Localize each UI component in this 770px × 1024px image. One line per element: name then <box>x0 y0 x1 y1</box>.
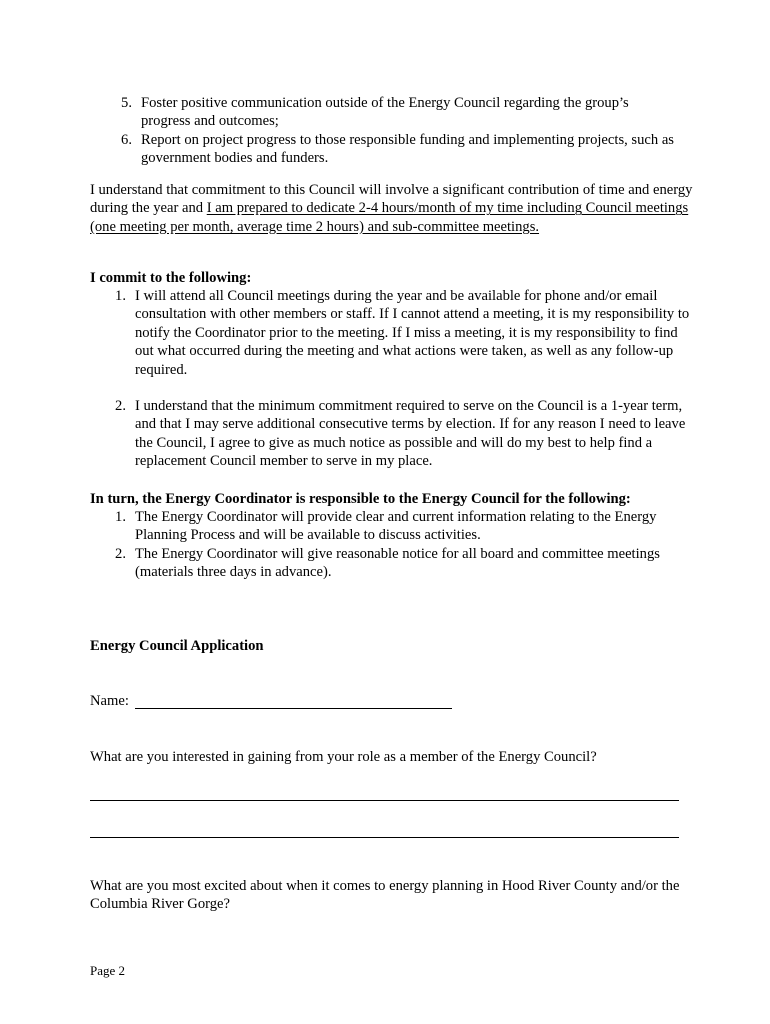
page-number: Page 2 <box>90 963 126 978</box>
application-title: Energy Council Application <box>90 638 264 654</box>
answer-line-2[interactable] <box>90 837 679 838</box>
list-item-text: I will attend all Council meetings during the year and be available for phone and/or email consultation with other members or staff. If I cannot attend a meeting, it is my responsibility to notify the Coordinator prior to the meeting. If I miss a meeting, it is my responsibility to find out what occurred during the meeting and what actions were taken, as well as any follow-up required. <box>135 288 690 378</box>
list-item-text: Foster positive communication outside of the Energy Council regarding the group’s progress and outcomes; <box>141 95 629 130</box>
list-item-text: The Energy Coordinator will provide clear and current information relating to the Energy Planning Process and will be available to discuss activities. <box>135 509 657 544</box>
list-item-number: 6. <box>121 132 132 148</box>
list-item-text: I understand that the minimum commitment required to serve on the Council is a 1-year term, and that I may serve additional consecutive terms by election. If for any reason I need to leave the Council, I agree to give as much notice as possible and will do my best to help find a replacement Council member to serve in my place. <box>135 398 686 470</box>
list-item-number: 2. <box>115 398 126 414</box>
commitment-intro: I understand that commitment to this Council will involve a significant contribution of time and energy during the year and <box>90 182 693 217</box>
list-item-number: 2. <box>115 546 126 562</box>
name-label: Name: <box>90 693 129 709</box>
list-item-number: 1. <box>115 288 126 304</box>
commitment-underlined: I am prepared to dedicate 2-4 hours/month of my time including Council meetings (one meeting per month, average time 2 hours) and sub-committee meetings. <box>90 200 689 235</box>
coordinator-heading: In turn, the Energy Coordinator is responsible to the Energy Council for the following: <box>90 491 631 507</box>
list-item-text: Report on project progress to those responsible funding and implementing projects, such as government bodies and funders. <box>141 132 674 167</box>
commitment-paragraph <box>90 181 705 236</box>
question-1: What are you interested in gaining from your role as a member of the Energy Council? <box>90 749 597 765</box>
list-item-number: 5. <box>121 95 132 111</box>
name-field[interactable] <box>135 708 452 709</box>
question-2: What are you most excited about when it comes to energy planning in Hood River County and/or the Columbia River Gorge? <box>90 878 680 913</box>
answer-line-1[interactable] <box>90 800 679 801</box>
list-item-number: 1. <box>115 509 126 525</box>
list-item-text: The Energy Coordinator will give reasonable notice for all board and committee meetings (materials three days in advance). <box>135 546 660 581</box>
commit-heading: I commit to the following: <box>90 270 252 286</box>
